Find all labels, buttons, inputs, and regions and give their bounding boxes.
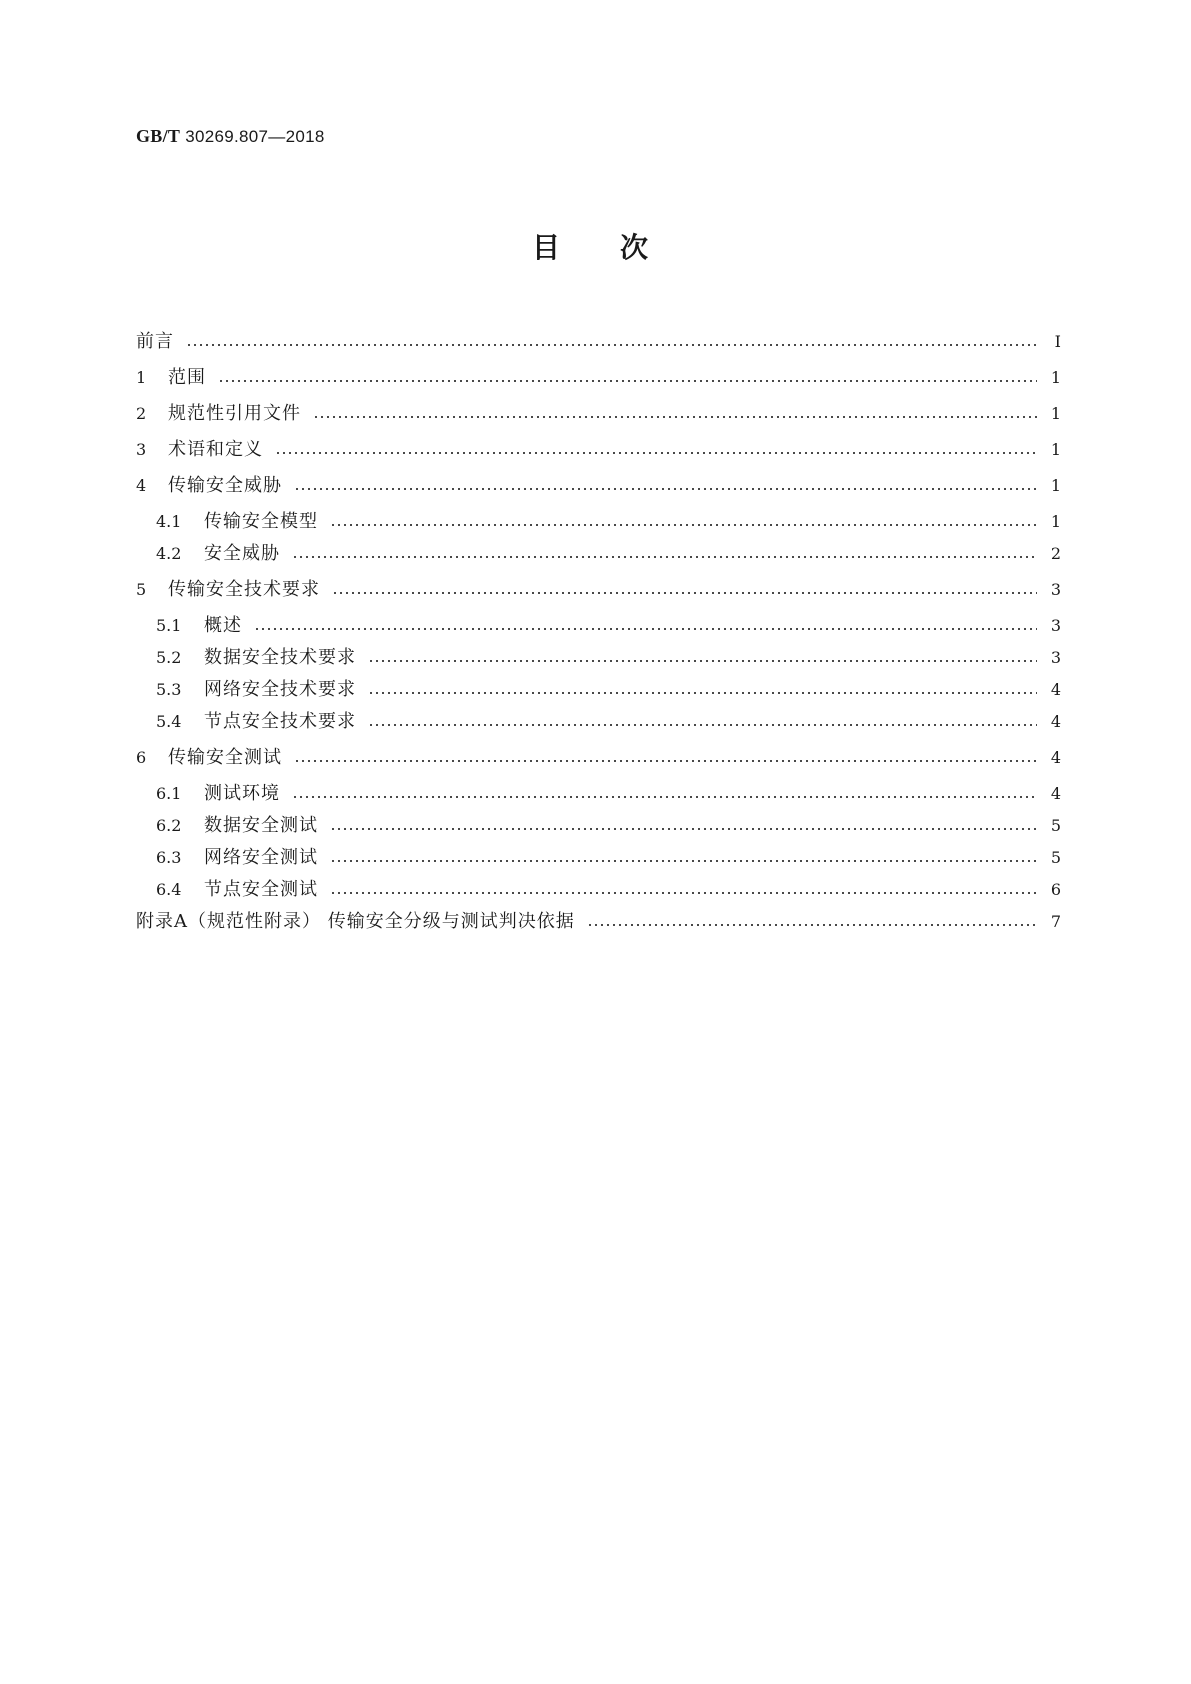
toc-entry-label: 术语和定义 [168, 439, 263, 460]
toc-dot-leader [368, 724, 1037, 726]
toc-title: 目次 [532, 231, 709, 264]
toc-entry-label: 附录A（规范性附录） 传输安全分级与测试判决依据 [136, 911, 575, 932]
toc-entry-number: 4.2 [156, 544, 182, 563]
toc-entry-number: 4.1 [156, 512, 182, 531]
toc-dot-leader [587, 924, 1037, 926]
toc-entry-page: Ⅰ [1054, 332, 1061, 351]
toc-entry-number: 1 [136, 368, 147, 387]
toc-entry-page: 4 [1050, 748, 1061, 767]
toc-entry-page: 1 [1050, 476, 1061, 495]
toc-dot-leader [368, 692, 1037, 694]
toc-entry-page: 3 [1050, 616, 1061, 635]
toc-entry-5-3[interactable] [156, 678, 1061, 702]
toc-entry-1[interactable] [136, 366, 1061, 390]
toc-entry-5[interactable] [136, 578, 1061, 602]
toc-entry-page: 7 [1050, 912, 1061, 931]
toc-entry-label: 前言 [136, 331, 174, 352]
toc-entry-4[interactable] [136, 474, 1061, 498]
toc-dot-leader [292, 796, 1037, 798]
toc-entry-number: 6.1 [156, 784, 182, 803]
toc-dot-leader [330, 524, 1037, 526]
toc-entry-page: 5 [1050, 816, 1061, 835]
toc-dot-leader [313, 416, 1037, 418]
toc-dot-leader [275, 452, 1037, 454]
toc-entry-6-1[interactable] [156, 782, 1061, 806]
toc-entry-number: 5.4 [156, 712, 182, 731]
toc-dot-leader [254, 628, 1037, 630]
toc-dot-leader [368, 660, 1037, 662]
toc-entry-label: 数据安全技术要求 [204, 647, 356, 668]
toc-entry-number: 5.3 [156, 680, 182, 699]
toc-entry-page: 6 [1050, 880, 1061, 899]
toc-entry-label: 节点安全技术要求 [204, 711, 356, 732]
toc-entry-number: 6.3 [156, 848, 182, 867]
toc-dot-leader [332, 592, 1037, 594]
toc-entry-4-2[interactable] [156, 542, 1061, 566]
toc-dot-leader [330, 860, 1037, 862]
toc-dot-leader [294, 488, 1037, 490]
toc-dot-leader [330, 828, 1037, 830]
toc-entry-page: 1 [1050, 512, 1061, 531]
toc-entry-number: 6.2 [156, 816, 182, 835]
toc-entry-foreword[interactable] [136, 330, 1061, 354]
toc-entry-page: 2 [1050, 544, 1061, 563]
toc-entry-label: 传输安全模型 [204, 511, 318, 532]
toc-entry-page: 1 [1050, 440, 1061, 459]
toc-entry-number: 5.1 [156, 616, 182, 635]
toc-entry-page: 4 [1050, 680, 1061, 699]
toc-dot-leader [330, 892, 1037, 894]
toc-entry-label: 传输安全技术要求 [168, 579, 320, 600]
standard-prefix: GB/T [136, 126, 181, 146]
toc-entry-annex-a[interactable] [136, 910, 1061, 934]
toc-dot-leader [292, 556, 1037, 558]
toc-entry-2[interactable] [136, 402, 1061, 426]
toc-entry-5-2[interactable] [156, 646, 1061, 670]
toc-entry-4-1[interactable] [156, 510, 1061, 534]
toc-entry-page: 1 [1050, 368, 1061, 387]
toc-entry-page: 3 [1050, 580, 1061, 599]
toc-entry-number: 6 [136, 748, 147, 767]
toc-entry-3[interactable] [136, 438, 1061, 462]
toc-entry-label: 测试环境 [204, 783, 280, 804]
toc-entry-label: 节点安全测试 [204, 879, 318, 900]
toc-entry-5-1[interactable] [156, 614, 1061, 638]
toc-entry-number: 6.4 [156, 880, 182, 899]
toc-entry-label: 传输安全威胁 [168, 475, 282, 496]
toc-entry-6-3[interactable] [156, 846, 1061, 870]
toc-entry-label: 网络安全技术要求 [204, 679, 356, 700]
toc-entry-6[interactable] [136, 746, 1061, 770]
toc-entry-number: 5.2 [156, 648, 182, 667]
toc-entry-label: 网络安全测试 [204, 847, 318, 868]
toc-entry-number: 3 [136, 440, 147, 459]
standard-number [136, 126, 325, 147]
toc-dot-leader [294, 760, 1037, 762]
toc-entry-page: 4 [1050, 712, 1061, 731]
standard-code: 30269.807—2018 [185, 127, 325, 146]
toc-dot-leader [186, 344, 1037, 346]
toc-entry-label: 传输安全测试 [168, 747, 282, 768]
toc-entry-label: 数据安全测试 [204, 815, 318, 836]
toc-entry-page: 1 [1050, 404, 1061, 423]
toc-entry-label: 范围 [168, 367, 206, 388]
toc-entry-5-4[interactable] [156, 710, 1061, 734]
toc-entry-page: 4 [1050, 784, 1061, 803]
toc-entry-page: 5 [1050, 848, 1061, 867]
toc-entry-page: 3 [1050, 648, 1061, 667]
toc-entry-6-2[interactable] [156, 814, 1061, 838]
toc-entry-number: 4 [136, 476, 147, 495]
toc-entry-number: 5 [136, 580, 147, 599]
toc-entry-label: 概述 [204, 615, 242, 636]
toc-dot-leader [218, 380, 1037, 382]
toc-entry-label: 安全威胁 [204, 543, 280, 564]
toc-entry-number: 2 [136, 404, 147, 423]
toc-entry-6-4[interactable] [156, 878, 1061, 902]
toc-entry-label: 规范性引用文件 [168, 403, 301, 424]
